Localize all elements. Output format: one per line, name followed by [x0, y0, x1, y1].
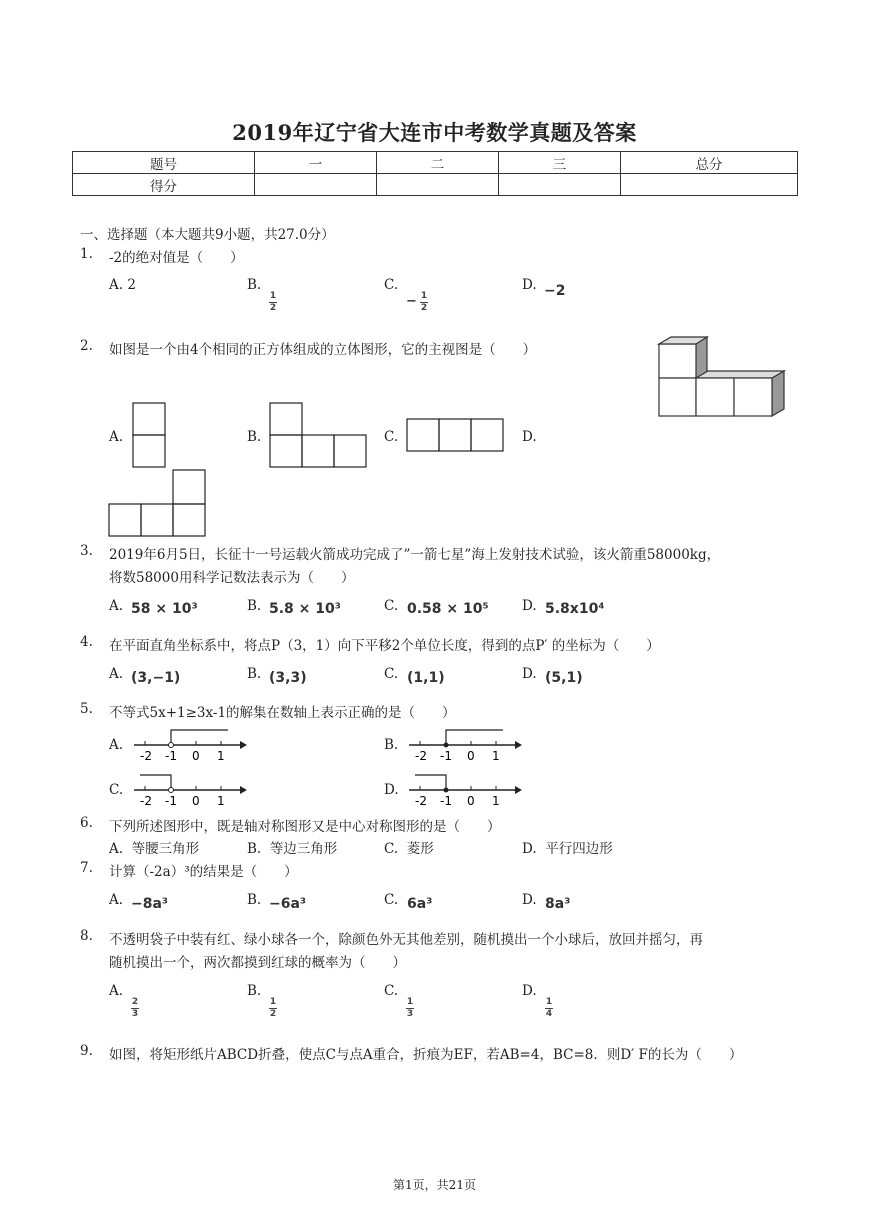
fraction — [420, 292, 428, 313]
option-c: C. — [384, 983, 399, 999]
option-value: (3,−1) — [131, 670, 181, 686]
option-d: D. — [522, 598, 537, 614]
question-text: 2019年6月5日，长征十一号运载火箭成功完成了”一箭七星”海上发射技术试验，该火箭重58000kg， — [109, 547, 721, 563]
question-number: 8. — [80, 928, 93, 944]
option-d: D. — [522, 983, 537, 999]
cube-figure — [655, 333, 790, 421]
table-cell: 得分 — [73, 174, 255, 196]
fraction — [131, 998, 139, 1019]
tick-label: -1 — [440, 749, 452, 763]
option-value: (3,3) — [269, 670, 307, 686]
question-number: 1. — [80, 246, 93, 262]
option-d — [522, 837, 613, 857]
number-line-d — [407, 771, 522, 809]
option-value: 等边三角形 — [269, 841, 338, 857]
option-value: 0.58 × 10⁵ — [407, 601, 489, 617]
fraction — [406, 998, 414, 1019]
option-b: B. — [247, 429, 262, 445]
option-c — [384, 837, 434, 857]
fraction — [269, 292, 277, 313]
numerator: 1 — [269, 997, 277, 1007]
page-footer: 第1页，共21页 — [393, 1178, 476, 1192]
question-text: 不等式5x+1≥3x-1的解集在数轴上表示正确的是（ ） — [109, 705, 456, 721]
option-value: 2 — [127, 277, 136, 293]
option-value: 平行四边形 — [545, 841, 613, 857]
option-value: −8a³ — [131, 896, 169, 912]
section-header: 一、选择题（本大题共9小题，共27.0分） — [80, 227, 335, 243]
option-d-figure — [107, 468, 209, 540]
tick-label: 0 — [192, 794, 200, 808]
page-title: 2019年辽宁省大连市中考数学真题及答案 — [232, 120, 637, 145]
tick-label: 0 — [467, 749, 475, 763]
question-text: 如图，将矩形纸片ABCD折叠，使点C与点A重合，折痕为EF，若AB=4，BC=8．则D′ F的长为（ ） — [109, 1047, 743, 1063]
option-value: (5,1) — [545, 670, 583, 686]
table-cell: 三 — [499, 152, 621, 174]
option-a: A. — [109, 429, 124, 445]
option-a — [109, 837, 199, 857]
question-text: 不透明袋子中装有红、绿小球各一个，除颜色外无其他差别，随机摸出一个小球后，放回并摇匀，再 — [109, 932, 703, 948]
option-value: −2 — [544, 283, 566, 299]
table-cell: 二 — [377, 152, 499, 174]
denominator: 2 — [269, 303, 277, 313]
denominator: 2 — [420, 303, 428, 313]
option-letter: C. — [384, 277, 399, 293]
option-b: B. — [384, 737, 399, 753]
tick-label: -1 — [165, 749, 177, 763]
numerator: 2 — [131, 997, 139, 1007]
question-text: 随机摸出一个，两次都摸到红球的概率为（ ） — [109, 955, 406, 971]
fraction — [269, 998, 277, 1019]
option-d: D. — [522, 429, 537, 445]
question-number: 9. — [80, 1043, 93, 1059]
tick-label: 1 — [492, 749, 500, 763]
denominator: 2 — [269, 1009, 277, 1019]
question-number: 2. — [80, 338, 93, 354]
option-value: 8a³ — [545, 896, 571, 912]
tick-label: 1 — [492, 794, 500, 808]
table-cell[interactable] — [499, 174, 621, 196]
numerator: 1 — [406, 997, 414, 1007]
question-number: 6. — [80, 815, 93, 831]
option-value: 5.8x10⁴ — [545, 601, 605, 617]
option-a: A. — [109, 598, 124, 614]
option-value: 5.8 × 10³ — [269, 601, 341, 617]
option-value: 菱形 — [406, 841, 434, 857]
option-a: A. — [109, 983, 124, 999]
denominator: 4 — [545, 1009, 553, 1019]
option-value: 等腰三角形 — [131, 841, 200, 857]
option-c: C. — [384, 892, 399, 908]
numerator: 1 — [420, 291, 428, 301]
table-cell: 题号 — [73, 152, 255, 174]
numerator: 1 — [545, 997, 553, 1007]
table-cell[interactable] — [621, 174, 798, 196]
option-letter: D. — [522, 841, 537, 857]
option-a-figure — [130, 402, 168, 470]
option-c-figure — [405, 417, 507, 455]
question-text: -2的绝对值是（ ） — [109, 250, 244, 266]
option-value: 58 × 10³ — [131, 601, 198, 617]
option-b-figure — [268, 402, 370, 470]
option-c: C. — [384, 598, 399, 614]
table-row — [73, 152, 798, 174]
question-text: 下列所述图形中，既是轴对称图形又是中心对称图形的是（ ） — [109, 819, 501, 835]
option-letter: B. — [247, 841, 262, 857]
tick-label: 1 — [217, 794, 225, 808]
tick-label: 0 — [192, 749, 200, 763]
option-c: C. — [384, 666, 399, 682]
option-value: −6a³ — [269, 896, 307, 912]
option-b: B. — [247, 666, 262, 682]
option-value: (1,1) — [407, 670, 445, 686]
option-c: C. — [109, 782, 124, 798]
tick-label: -2 — [415, 794, 427, 808]
tick-label: -1 — [165, 794, 177, 808]
minus-sign: − — [406, 294, 417, 309]
option-a: A. — [109, 737, 124, 753]
option-value: 6a³ — [407, 896, 433, 912]
table-cell: 一 — [255, 152, 377, 174]
denominator: 3 — [406, 1009, 414, 1019]
tick-label: 0 — [467, 794, 475, 808]
option-b: B. — [247, 983, 262, 999]
option-a: A. — [109, 666, 124, 682]
option-b: B. — [247, 892, 262, 908]
number-line-a — [132, 726, 247, 764]
question-number: 5. — [80, 701, 93, 717]
question-number: 7. — [80, 860, 93, 876]
tick-label: -2 — [415, 749, 427, 763]
tick-label: -2 — [140, 794, 152, 808]
question-text: 在平面直角坐标系中，将点P（3，1）向下平移2个单位长度，得到的点P′ 的坐标为（ ） — [109, 638, 660, 654]
option-letter: D. — [522, 277, 537, 293]
option-c — [384, 277, 398, 293]
option-d — [522, 277, 537, 293]
option-c: C. — [384, 429, 399, 445]
option-a: A. — [109, 892, 124, 908]
question-text: 将数58000用科学记数法表示为（ ） — [109, 570, 355, 586]
table-cell[interactable] — [377, 174, 499, 196]
option-letter: A. — [109, 841, 124, 857]
denominator: 3 — [131, 1009, 139, 1019]
question-text: 如图是一个由4个相同的正方体组成的立体图形，它的主视图是（ ） — [109, 342, 537, 358]
option-letter: A. — [109, 277, 124, 293]
question-text: 计算（-2a）³的结果是（ ） — [109, 864, 298, 880]
table-cell[interactable] — [255, 174, 377, 196]
option-a — [109, 277, 136, 293]
option-d: D. — [522, 666, 537, 682]
option-d: D. — [522, 892, 537, 908]
table-cell: 总分 — [621, 152, 798, 174]
option-letter: C. — [384, 841, 399, 857]
option-b — [247, 837, 337, 857]
question-number: 3. — [80, 543, 93, 559]
number-line-b — [407, 726, 522, 764]
score-table — [72, 151, 798, 196]
question-number: 4. — [80, 634, 93, 650]
option-letter: B. — [247, 277, 262, 293]
table-row — [73, 174, 798, 196]
option-b — [247, 277, 261, 293]
fraction — [545, 998, 553, 1019]
tick-label: 1 — [217, 749, 225, 763]
tick-label: -2 — [140, 749, 152, 763]
numerator: 1 — [269, 291, 277, 301]
number-line-c — [132, 771, 247, 809]
option-d: D. — [384, 782, 399, 798]
option-b: B. — [247, 598, 262, 614]
tick-label: -1 — [440, 794, 452, 808]
